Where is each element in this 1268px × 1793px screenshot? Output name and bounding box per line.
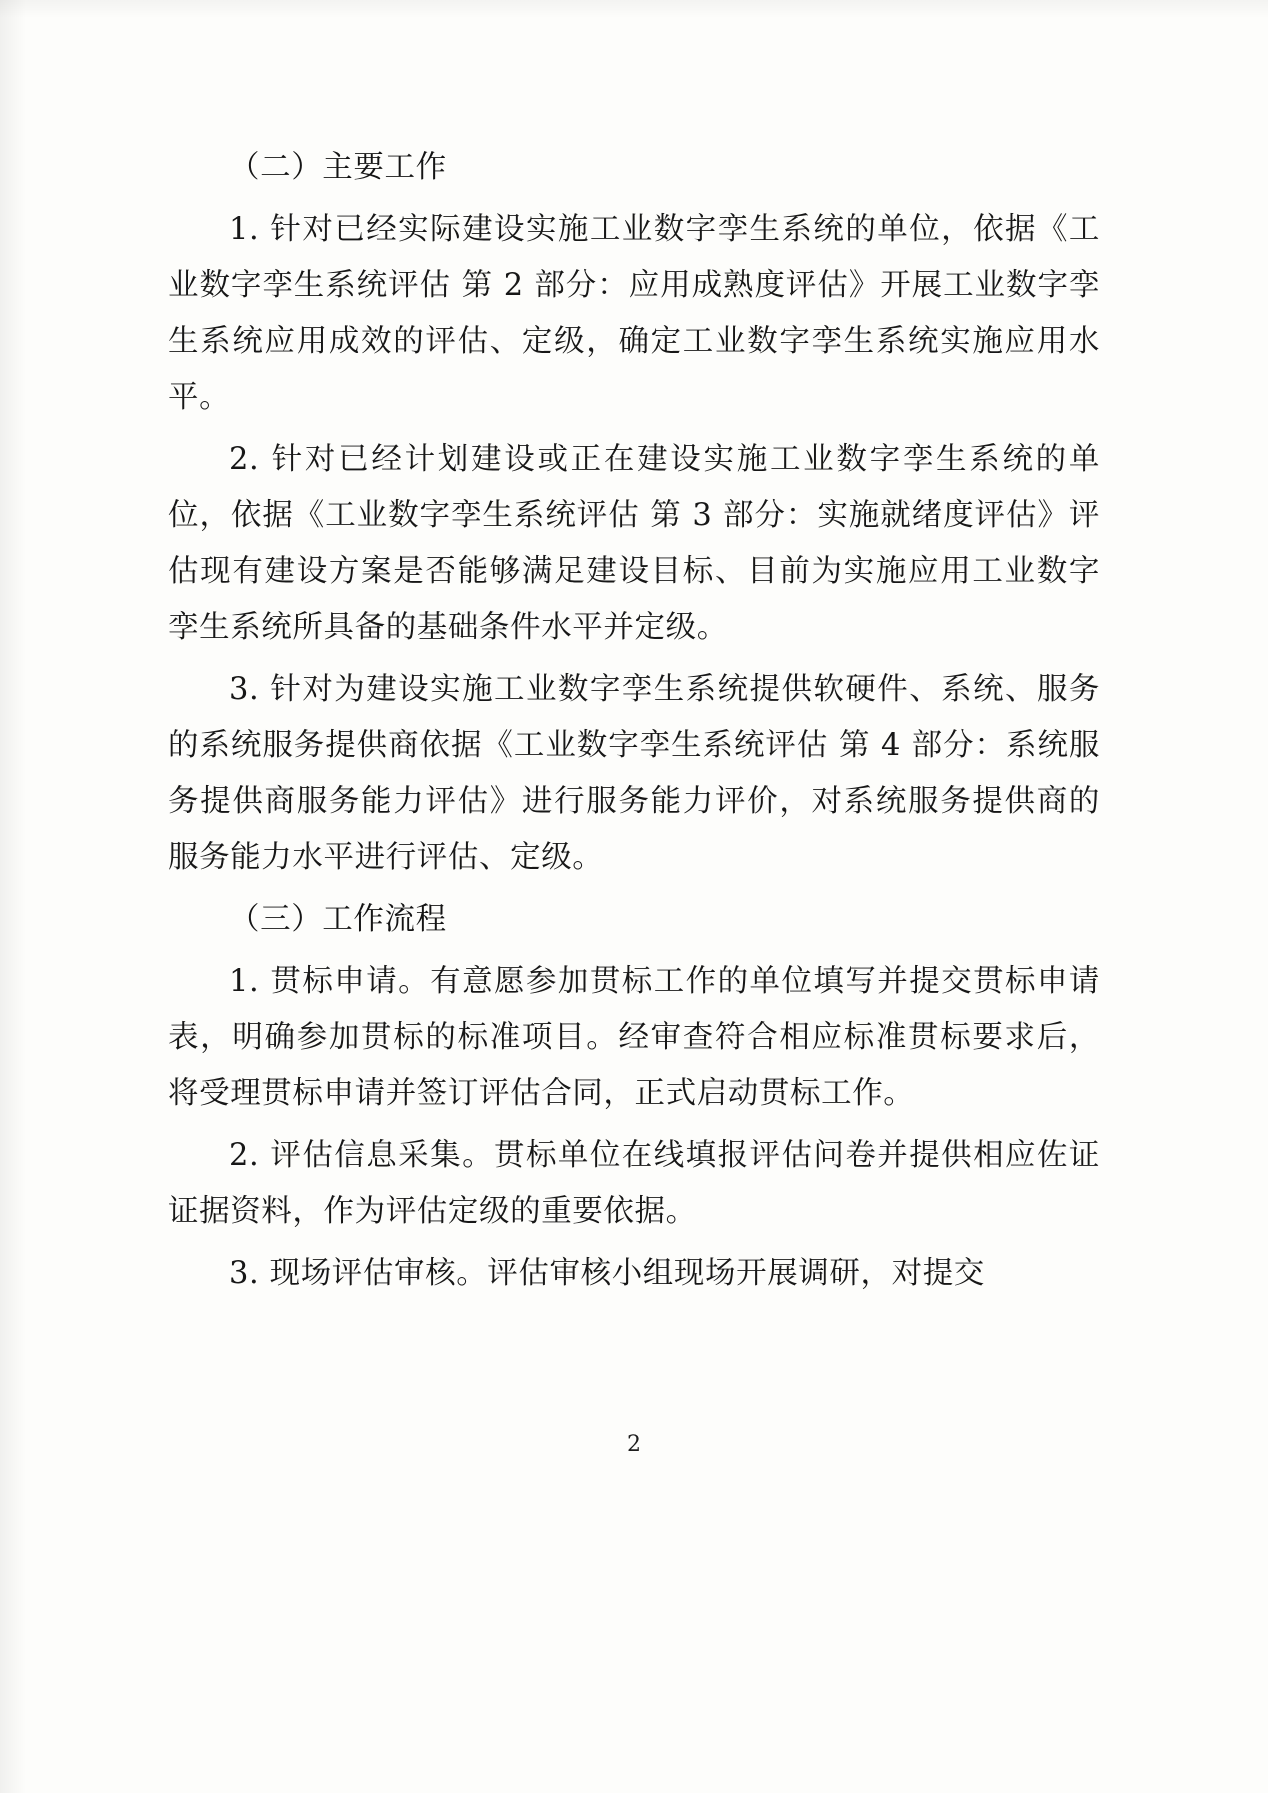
page-number: 2 [627,1432,641,1457]
paragraph-work-item-3: 3. 针对为建设实施工业数字孪生系统提供软硬件、系统、服务的系统服务提供商依据《工业数字孪生系统评估 第 4 部分：系统服务提供商服务能力评估》进行服务能力评价，对系统服务提供商的服务能力水平进行评估、定级。 [168,672,1100,875]
page-edge-shadow-top [0,0,1268,18]
paragraph-workflow-item-1: 1. 贯标申请。有意愿参加贯标工作的单位填写并提交贯标申请表，明确参加贯标的标准项目。经审查符合相应标准贯标要求后，将受理贯标申请并签订评估合同，正式启动贯标工作。 [168,964,1100,1111]
section-heading-main-work: （二）主要工作 [229,150,447,185]
paragraph-workflow-item-3: 3. 现场评估审核。评估审核小组现场开展调研，对提交 [229,1256,985,1291]
document-body [168,140,1100,1302]
paragraph-workflow-item-2: 2. 评估信息采集。贯标单位在线填报评估问卷并提供相应佐证证据资料，作为评估定级的重要依据。 [168,1138,1100,1229]
page-edge-shadow-left [0,0,26,1793]
paragraph-work-item-2: 2. 针对已经计划建设或正在建设实施工业数字孪生系统的单位，依据《工业数字孪生系统评估 第 3 部分：实施就绪度评估》评估现有建设方案是否能够满足建设目标、目前为实施应用工业数字孪生系统所具备的基础条件水平并定级。 [168,442,1100,645]
section-heading-workflow: （三）工作流程 [229,902,447,937]
paragraph-work-item-1: 1. 针对已经实际建设实施工业数字孪生系统的单位，依据《工业数字孪生系统评估 第 2 部分：应用成熟度评估》开展工业数字孪生系统应用成效的评估、定级，确定工业数字孪生系统实施应用水平。 [168,212,1100,415]
